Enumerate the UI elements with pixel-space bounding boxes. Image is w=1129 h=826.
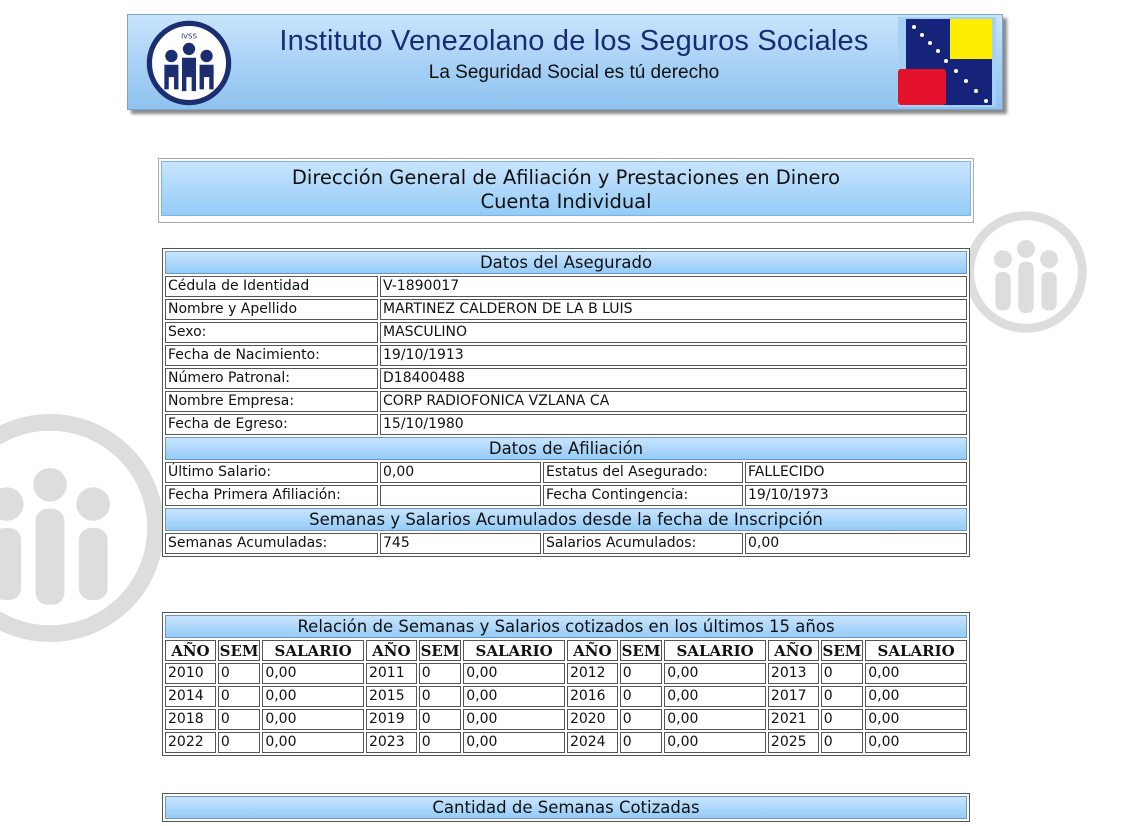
- ivss-watermark-icon: [962, 208, 1090, 336]
- table-row: [165, 686, 967, 707]
- salario-cell: 0,00: [664, 686, 766, 707]
- sem-cell: 0: [821, 663, 864, 684]
- column-header-salario: SALARIO: [865, 640, 967, 661]
- table-row: [165, 663, 967, 684]
- page-header: [158, 158, 974, 223]
- sem-cell: 0: [821, 732, 864, 753]
- table-row: [165, 322, 967, 343]
- column-header-salario: SALARIO: [262, 640, 364, 661]
- table-row: [165, 462, 967, 483]
- year-cell: 2014: [165, 686, 216, 707]
- field-label: Número Patronal:: [165, 368, 378, 389]
- sem-cell: 0: [218, 686, 261, 707]
- salario-cell: 0,00: [463, 663, 565, 684]
- venezuela-flag-icon: [898, 17, 996, 107]
- sem-cell: 0: [620, 663, 663, 684]
- relacion-semanas-table: [162, 612, 970, 756]
- salario-cell: 0,00: [664, 732, 766, 753]
- year-cell: 2021: [768, 709, 819, 730]
- section-title: Semanas y Salarios Acumulados desde la fecha de Inscripción: [165, 508, 967, 531]
- table-row: [165, 276, 967, 297]
- sem-cell: 0: [620, 732, 663, 753]
- sem-cell: 0: [419, 686, 462, 707]
- field-label: Último Salario:: [165, 462, 378, 483]
- column-header-salario: SALARIO: [664, 640, 766, 661]
- field-value: FALLECIDO: [745, 462, 967, 483]
- salario-cell: 0,00: [664, 663, 766, 684]
- field-label: Cédula de Identidad: [165, 276, 378, 297]
- year-cell: 2018: [165, 709, 216, 730]
- column-header-sem: SEM: [621, 641, 661, 660]
- datos-asegurado-table: [162, 248, 970, 557]
- table-row: [165, 533, 967, 554]
- salario-cell: 0,00: [865, 686, 967, 707]
- field-label: Salarios Acumulados:: [543, 533, 743, 554]
- year-cell: 2020: [567, 709, 618, 730]
- salario-cell: 0,00: [865, 732, 967, 753]
- table-row: [165, 732, 967, 753]
- year-cell: 2012: [567, 663, 618, 684]
- table-row: [165, 299, 967, 320]
- field-value: 0,00: [745, 533, 967, 554]
- column-header-year: AÑO: [768, 640, 819, 661]
- field-value: MASCULINO: [380, 322, 967, 343]
- field-label: Fecha de Egreso:: [165, 414, 378, 435]
- sem-cell: 0: [419, 663, 462, 684]
- ivss-logo-icon: [145, 19, 233, 107]
- salario-cell: 0,00: [262, 663, 364, 684]
- field-value: [380, 485, 541, 506]
- section-title: Datos de Afiliación: [165, 437, 967, 460]
- salario-cell: 0,00: [865, 663, 967, 684]
- sem-cell: 0: [620, 686, 663, 707]
- column-header-sem: SEM: [822, 641, 862, 660]
- field-value: 15/10/1980: [380, 414, 967, 435]
- salario-cell: 0,00: [463, 709, 565, 730]
- year-cell: 2022: [165, 732, 216, 753]
- year-cell: 2010: [165, 663, 216, 684]
- year-cell: 2025: [768, 732, 819, 753]
- sem-cell: 0: [419, 709, 462, 730]
- section-title: Cantidad de Semanas Cotizadas: [165, 796, 967, 819]
- field-value: 19/10/1973: [745, 485, 967, 506]
- field-value: CORP RADIOFONICA VZLANA CA: [380, 391, 967, 412]
- salario-cell: 0,00: [865, 709, 967, 730]
- column-header-sem: SEM: [420, 641, 460, 660]
- field-label: Fecha Primera Afiliación:: [165, 485, 378, 506]
- field-label: Sexo:: [165, 322, 378, 343]
- field-label: Estatus del Asegurado:: [543, 462, 743, 483]
- field-value: V-1890017: [380, 276, 967, 297]
- field-label: Nombre Empresa:: [165, 391, 378, 412]
- table-row: [165, 709, 967, 730]
- sem-cell: 0: [620, 709, 663, 730]
- sem-cell: 0: [218, 732, 261, 753]
- field-value: 19/10/1913: [380, 345, 967, 366]
- column-header-year: AÑO: [165, 640, 216, 661]
- banner-title: Instituto Venezolano de los Seguros Sociales: [279, 25, 869, 57]
- field-value: 745: [380, 533, 541, 554]
- header-line1: Dirección General de Afiliación y Prestaciones en Dinero: [291, 166, 841, 189]
- table-row: [165, 391, 967, 412]
- cantidad-semanas-table: [162, 793, 970, 822]
- column-header-sem: SEM: [219, 641, 259, 660]
- banner-subtitle: La Seguridad Social es tú derecho: [428, 62, 720, 83]
- table-row: [165, 414, 967, 435]
- salario-cell: 0,00: [262, 686, 364, 707]
- header-line2: Cuenta Individual: [480, 190, 652, 213]
- table-row: [165, 345, 967, 366]
- year-cell: 2024: [567, 732, 618, 753]
- field-label: Semanas Acumuladas:: [165, 533, 378, 554]
- field-label: Fecha de Nacimiento:: [165, 345, 378, 366]
- salario-cell: 0,00: [262, 709, 364, 730]
- table-row: [165, 485, 967, 506]
- salario-cell: 0,00: [664, 709, 766, 730]
- section-title: Relación de Semanas y Salarios cotizados en los últimos 15 años: [165, 615, 967, 638]
- ivss-banner: [127, 14, 1003, 110]
- table-header-row: [165, 640, 967, 661]
- year-cell: 2017: [768, 686, 819, 707]
- field-value: D18400488: [380, 368, 967, 389]
- sem-cell: 0: [218, 663, 261, 684]
- section-title: Datos del Asegurado: [165, 251, 967, 274]
- field-label: Nombre y Apellido: [165, 299, 378, 320]
- year-cell: 2015: [366, 686, 417, 707]
- salario-cell: 0,00: [463, 732, 565, 753]
- salario-cell: 0,00: [463, 686, 565, 707]
- column-header-year: AÑO: [567, 640, 618, 661]
- column-header-year: AÑO: [366, 640, 417, 661]
- sem-cell: 0: [821, 709, 864, 730]
- table-row: [165, 368, 967, 389]
- field-value: MARTINEZ CALDERON DE LA B LUIS: [380, 299, 967, 320]
- logo-text: IVSS: [181, 31, 197, 41]
- field-value: 0,00: [380, 462, 541, 483]
- year-cell: 2016: [567, 686, 618, 707]
- year-cell: 2011: [366, 663, 417, 684]
- ivss-watermark-icon: [0, 408, 170, 648]
- salario-cell: 0,00: [262, 732, 364, 753]
- sem-cell: 0: [218, 709, 261, 730]
- sem-cell: 0: [821, 686, 864, 707]
- year-cell: 2019: [366, 709, 417, 730]
- column-header-salario: SALARIO: [463, 640, 565, 661]
- field-label: Fecha Contingencia:: [543, 485, 743, 506]
- year-cell: 2013: [768, 663, 819, 684]
- year-cell: 2023: [366, 732, 417, 753]
- sem-cell: 0: [419, 732, 462, 753]
